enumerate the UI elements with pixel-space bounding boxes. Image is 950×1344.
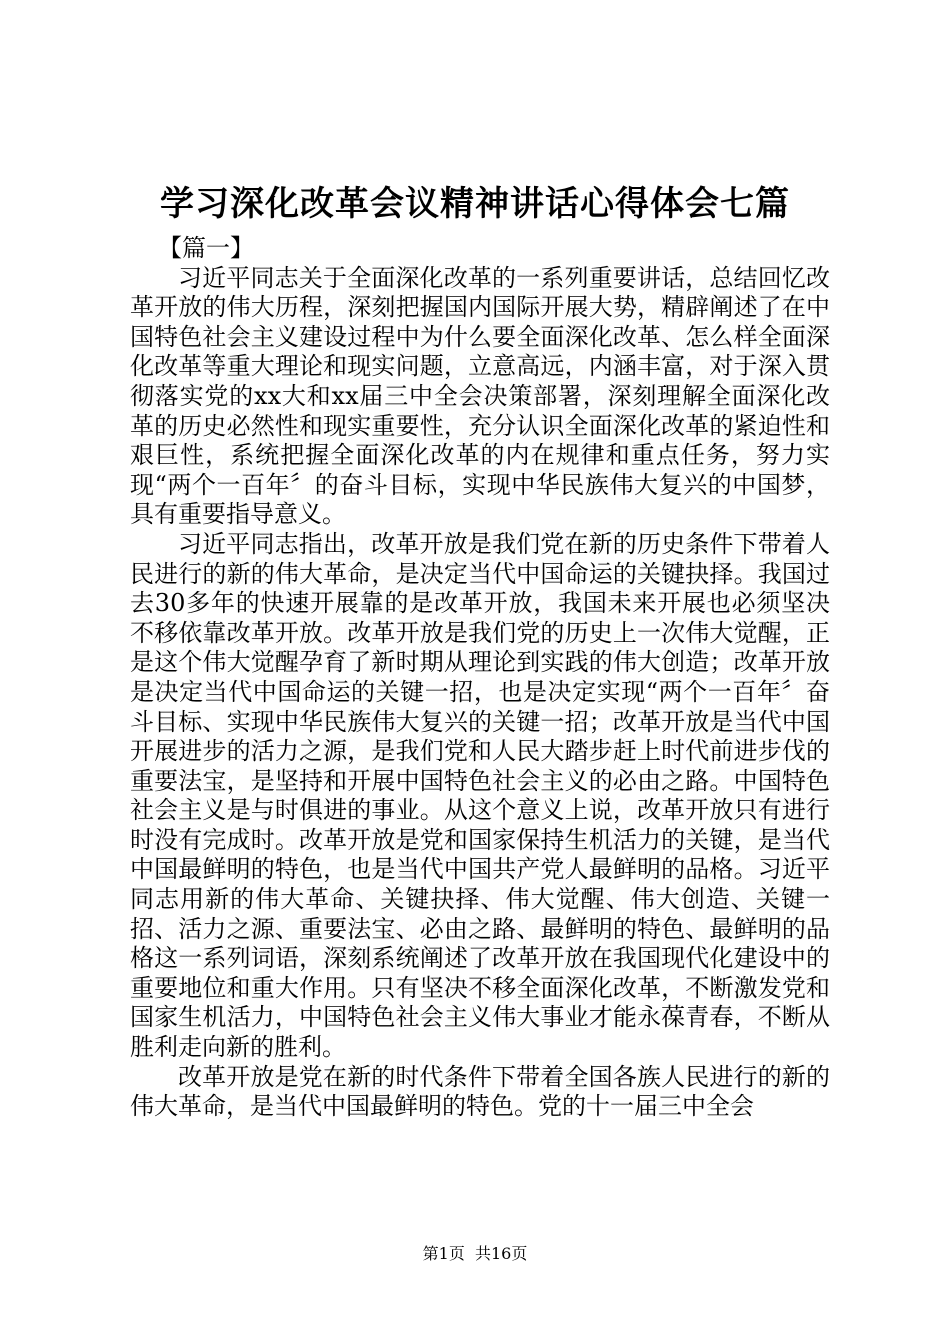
paragraph: 改革开放是党在新的时代条件下带着全国各族人民进行的新的伟大革命，是当代中国最鲜明的特色。党的十一届三中全会 xyxy=(130,1062,830,1121)
document-title: 学习深化改革会议精神讲话心得体会七篇 xyxy=(160,184,790,224)
page-number: 第1页 共16页 xyxy=(422,1244,528,1263)
paragraph: 习近平同志关于全面深化改革的一系列重要讲话，总结回忆改革开放的伟大历程，深刻把握国内国际开展大势，精辟阐述了在中国特色社会主义建设过程中为什么要全面深化改革、怎么样全面深化改革等重大理论和现实问题，立意高远，内涵丰富，对于深入贯彻落实党的xx大和xx届三中全会决策部署，深刻理解全面深化改革的历史必然性和现实重要性，充分认识全面深化改革的紧迫性和艰巨性，系统把握全面深化改革的内在规律和重点任务，努力实现“两个一百年〞的奋斗目标，实现中华民族伟大复兴的中国梦，具有重要指导意义。 xyxy=(130,263,830,529)
paragraph: 习近平同志指出，改革开放是我们党在新的历史条件下带着人民进行的新的伟大革命，是决定当代中国命运的关键抉择。我国过去30多年的快速开展靠的是改革开放，我国未来开展也必须坚决不移依靠改革开放。改革开放是我们党的历史上一次伟大觉醒，正是这个伟大觉醒孕育了新时期从理论到实践的伟大创造；改革开放是决定当代中国命运的关键一招，也是决定实现“两个一百年〞奋斗目标、实现中华民族伟大复兴的关键一招；改革开放是当代中国开展进步的活力之源，是我们党和人民大踏步赶上时代前进步伐的重要法宝，是坚持和开展中国特色社会主义的必由之路。中国特色社会主义是与时俱进的事业。从这个意义上说，改革开放只有进行时没有完成时。改革开放是党和国家保持生机活力的关键，是当代中国最鲜明的特色，也是当代中国共产党人最鲜明的品格。习近平同志用新的伟大革命、关键抉择、伟大觉醒、伟大创造、关键一招、活力之源、重要法宝、必由之路、最鲜明的特色、最鲜明的品格这一系列词语，深刻系统阐述了改革开放在我国现代化建设中的重要地位和重大作用。只有坚决不移全面深化改革，不断激发党和国家生机活力，中国特色社会主义伟大事业才能永葆青春，不断从胜利走向新的胜利。 xyxy=(130,529,830,1062)
section-label: 【篇一】 xyxy=(158,234,254,262)
document-body xyxy=(130,234,830,1122)
page-footer xyxy=(0,1244,950,1264)
